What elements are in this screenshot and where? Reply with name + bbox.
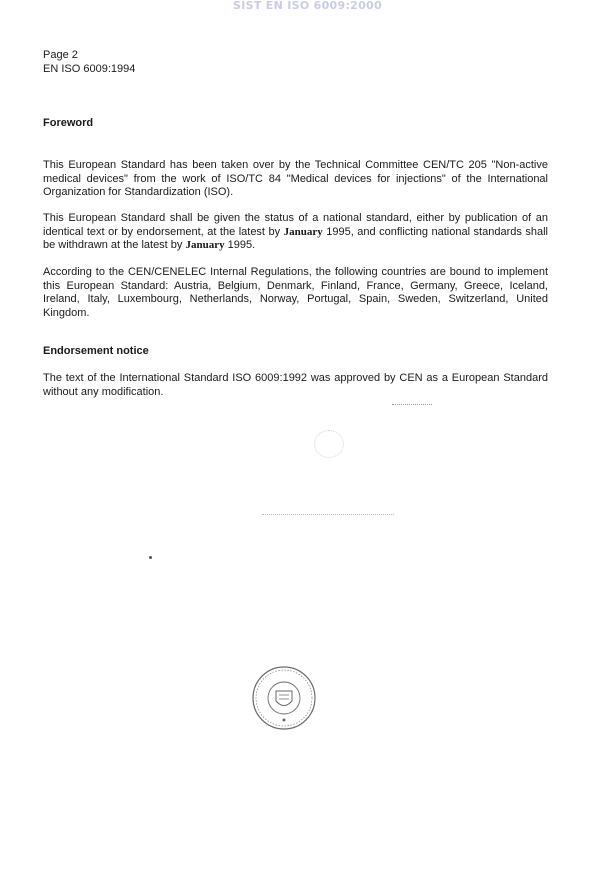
paragraph-text: This European Standard shall be given the status of a national standard, either by publication of an identical text or by endorsement, at the latest by xyxy=(43,212,548,238)
paragraph-text: 1995. xyxy=(224,239,256,252)
handwritten-date: January xyxy=(185,239,225,252)
endorsement-text: The text of the International Standard ISO 6009:1992 was approved by CEN as a European Standard without any modification. xyxy=(43,372,548,398)
page-number: Page 2 xyxy=(43,49,78,61)
watermark: SIST EN ISO 6009:2000 xyxy=(233,0,382,12)
scan-mark xyxy=(262,514,394,515)
scan-mark xyxy=(392,404,432,405)
foreword-paragraph-3: According to the CEN/CENELEC Internal Regulations, the following countries are bound to implement this European Standard: Austria, Belgium, Denmark, Finland, France, Germany, Greece, Iceland, Ireland, Italy, Luxembourg, Netherlands, Norway, Portugal, Spain, Sweden, Switzerland, United Kingdom. xyxy=(43,266,548,319)
page-header xyxy=(43,48,548,76)
endorsement-heading: Endorsement notice xyxy=(43,345,149,357)
foreword-heading: Foreword xyxy=(43,117,94,129)
document-id: EN ISO 6009:1994 xyxy=(43,63,136,75)
foreword-paragraph-1: This European Standard has been taken over by the Technical Committee CEN/TC 205 "Non-active medical devices" from the work of ISO/TC 84 "Medical devices for injections" of the International Organization for Standardization (ISO). xyxy=(43,159,548,199)
handwritten-date: January xyxy=(283,225,323,238)
paragraph-text: 1995, and conflicting national standards shall be withdrawn at the latest by xyxy=(43,225,548,252)
official-seal-icon xyxy=(251,665,317,731)
scan-speck xyxy=(149,556,152,559)
foreword-paragraph-2 xyxy=(43,212,548,253)
faint-stamp-mark xyxy=(314,430,344,458)
